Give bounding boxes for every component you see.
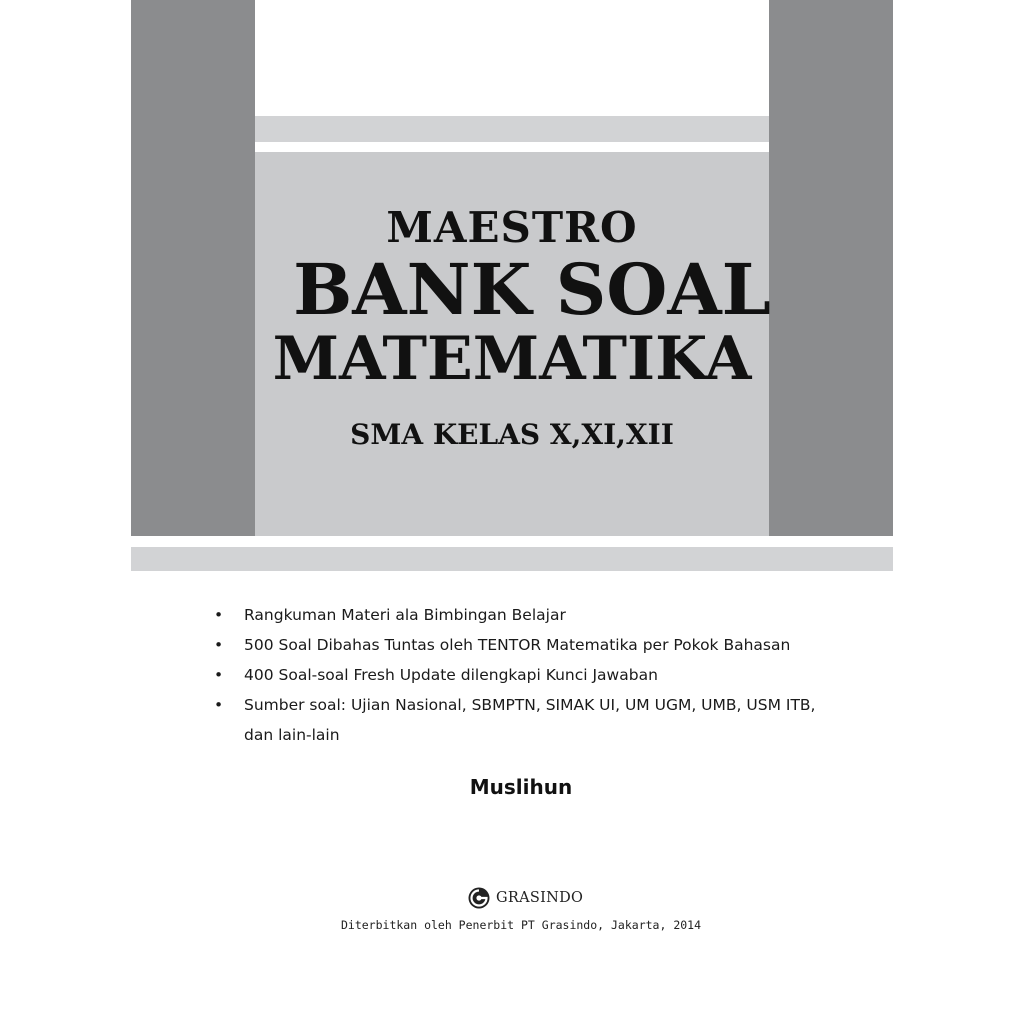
subtitle-kelas: SMA KELAS X,XI,XII — [350, 418, 674, 451]
title-bank-soal: BANK SOAL — [293, 248, 771, 331]
feature-text: 400 Soal-soal Fresh Update dilengkapi Kunci Jawaban — [244, 666, 658, 684]
bullet-icon: • — [214, 696, 224, 714]
feature-item — [210, 690, 850, 750]
feature-item — [210, 630, 850, 660]
cover-stripe-gap — [255, 142, 769, 152]
cover-top-stripe — [255, 116, 769, 142]
title-maestro: MAESTRO — [386, 203, 638, 252]
publisher-logo-text: GRASINDO — [496, 890, 584, 906]
cover-bottom-stripe — [131, 547, 893, 571]
feature-text: 500 Soal Dibahas Tuntas oleh TENTOR Matematika per Pokok Bahasan — [244, 636, 791, 654]
publisher-footer: Diterbitkan oleh Penerbit PT Grasindo, Jakarta, 2014 — [340, 918, 702, 932]
feature-list — [210, 600, 850, 750]
bullet-icon: • — [214, 666, 224, 684]
publisher-logo — [467, 884, 583, 912]
feature-text: Rangkuman Materi ala Bimbingan Belajar — [244, 606, 566, 624]
grasindo-g-icon — [467, 886, 491, 910]
title-matematika: MATEMATIKA — [272, 324, 752, 394]
cover-top-white — [255, 0, 769, 116]
author-name: Muslihun — [469, 775, 573, 799]
bullet-icon: • — [214, 636, 224, 654]
feature-text: Sumber soal: Ujian Nasional, SBMPTN, SIMAK UI, UM UGM, UMB, USM ITB, dan lain-lain — [244, 696, 816, 744]
feature-item — [210, 660, 850, 690]
bullet-icon: • — [214, 606, 224, 624]
feature-item — [210, 600, 850, 630]
